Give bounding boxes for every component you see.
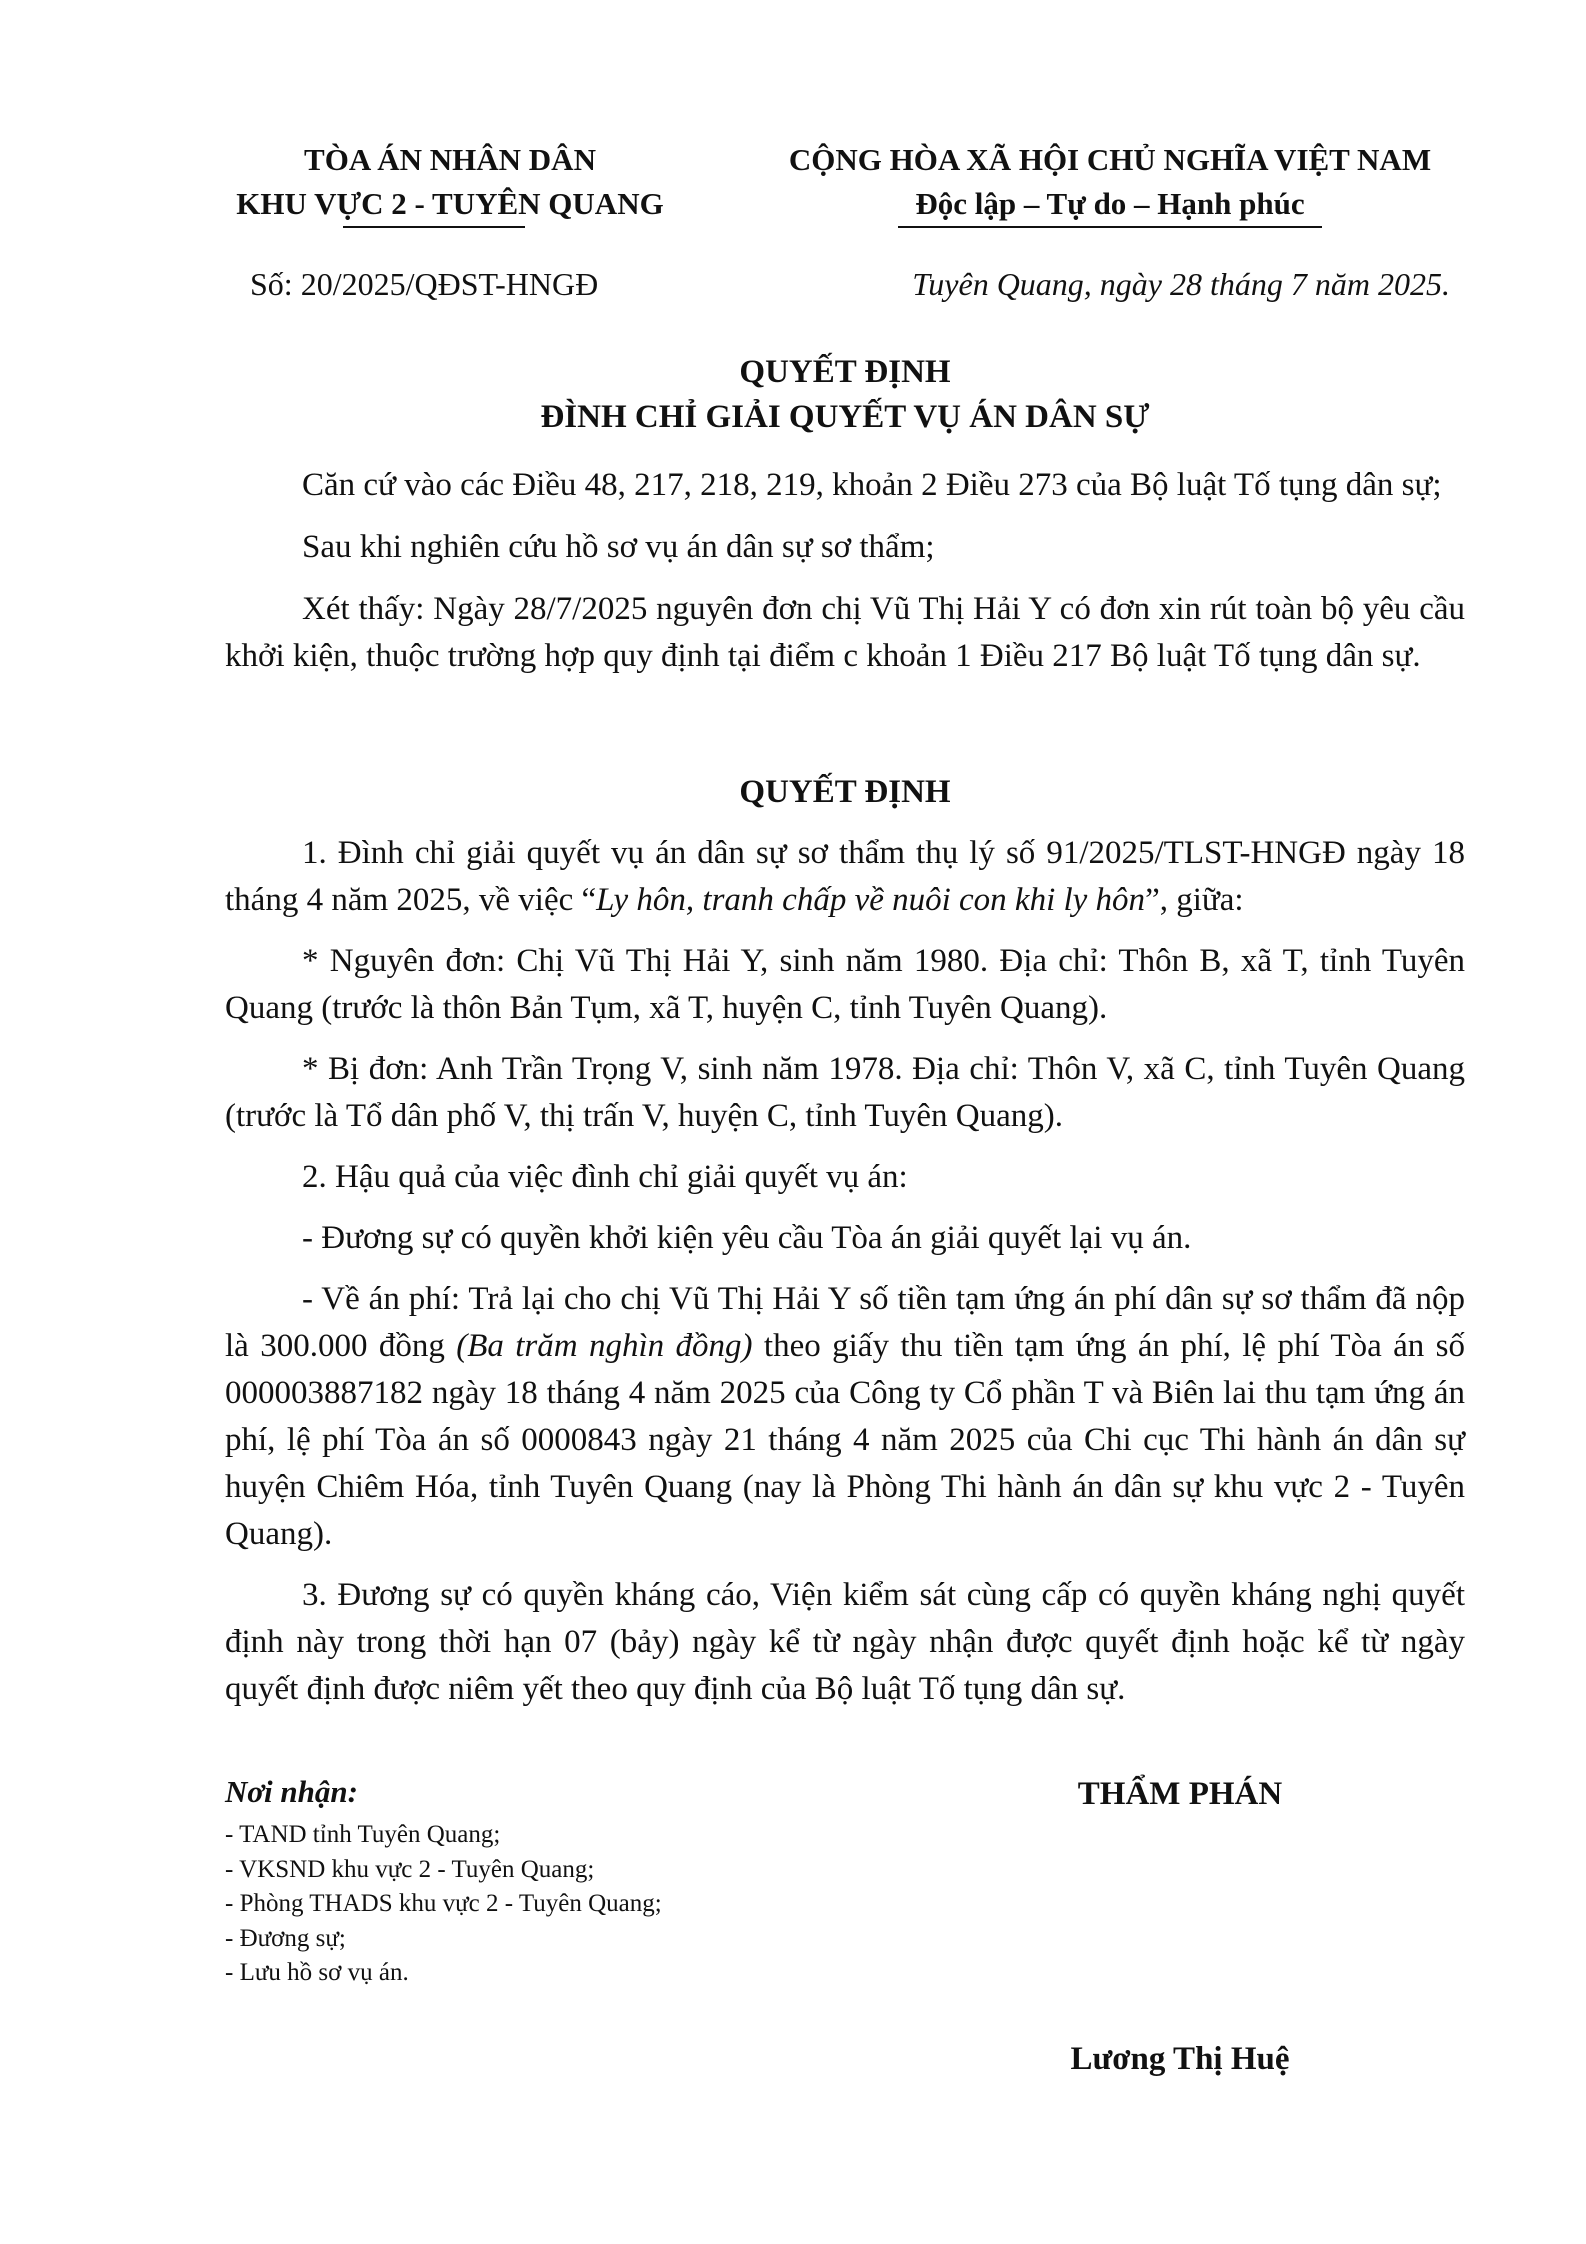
decision-heading: QUYẾT ĐỊNH [739,774,951,810]
list-item: - Phòng THADS khu vực 2 - Tuyên Quang; [225,1890,662,1917]
list-item: - Lưu hồ sơ vụ án. [225,1959,409,1986]
list-item: - TAND tỉnh Tuyên Quang; [225,1821,501,1848]
judge-name: Lương Thị Huệ [1070,2041,1290,2077]
title-line-2: ĐÌNH CHỈ GIẢI QUYẾT VỤ ÁN DÂN SỰ [540,399,1150,435]
defendant: * Bị đơn: Anh Trần Trọng V, sinh năm 1978. Địa chỉ: Thôn V, xã C, tỉnh Tuyên Quang (trước là Tổ dân phố V, thị trấn V, huyện C, tỉnh Tuyên Quang). [225,1051,1465,1134]
recipients-title: Nơi nhận: [225,1774,358,1809]
judge-title: THẨM PHÁN [1077,1776,1283,1812]
case-subject: Ly hôn, tranh chấp về nuôi con khi ly hôn [596,882,1146,918]
recipients-list [225,1818,662,1991]
plaintiff: * Nguyên đơn: Chị Vũ Thị Hải Y, sinh năm 1980. Địa chỉ: Thôn B, xã T, tỉnh Tuyên Quang (trước là thôn Bản Tụm, xã T, huyện C, tỉnh Tuyên Quang). [225,943,1465,1026]
fee-text: - Về án phí: Trả lại cho chị Vũ Thị Hải Y số tiền tạm ứng án phí dân sự sơ thẩm đã nộp là 300.000 đồng [225,1281,1465,1364]
document-number: Số: 20/2025/QĐST-HNGĐ [250,266,599,302]
preamble [225,462,1465,680]
place-date: Tuyên Quang, ngày 28 tháng 7 năm 2025. [912,266,1450,302]
title-line-1: QUYẾT ĐỊNH [739,354,951,390]
court-district: KHU VỰC 2 - TUYÊN QUANG [236,186,664,221]
motto-underline [898,226,1322,228]
national-header [730,138,1490,226]
decision-item-3: 3. Đương sự có quyền kháng cáo, Viện kiểm sát cùng cấp có quyền kháng nghị quyết định này trong thời hạn 07 (bảy) ngày kể từ ngày nhận được quyết định hoặc kể từ ngày quyết định được niêm yết theo quy định của Bộ luật Tố tụng dân sự. [225,1577,1465,1707]
list-item: - Đương sự; [225,1924,346,1952]
decision-item-2b [225,1276,1465,1558]
fee-receipts: theo giấy thu tiền tạm ứng án phí, lệ phí Tòa án số 000003887182 ngày 18 tháng 4 năm 2025 của Công ty Cổ phần T và Biên lai thu tạm ứng án phí, lệ phí Tòa án số 0000843 ngày 21 tháng 4 năm 2025 của Chi cục Thi hành án dân sự huyện Chiêm Hóa, tỉnh Tuyên Quang (nay là Phòng Thi hành án dân sự khu vực 2 - Tuyên Quang). [225,1328,1465,1552]
review-note: Sau khi nghiên cứu hồ sơ vụ án dân sự sơ thẩm; [302,529,935,565]
decision-item-2a: - Đương sự có quyền khởi kiện yêu cầu Tòa án giải quyết lại vụ án. [302,1220,1192,1256]
legal-basis: Căn cứ vào các Điều 48, 217, 218, 219, khoản 2 Điều 273 của Bộ luật Tố tụng dân sự; [302,467,1442,503]
nation-motto: Độc lập – Tự do – Hạnh phúc [915,186,1305,221]
court-header [200,138,700,226]
nation-name: CỘNG HÒA XÃ HỘI CHỦ NGHĨA VIỆT NAM [788,142,1432,177]
decision-item-2: 2. Hậu quả của việc đình chỉ giải quyết vụ án: [302,1159,908,1195]
court-header-underline [343,226,525,228]
decision-item-1 [225,830,1465,924]
court-name: TÒA ÁN NHÂN DÂN [304,142,596,177]
list-item: - VKSND khu vực 2 - Tuyên Quang; [225,1855,595,1883]
finding: Xét thấy: Ngày 28/7/2025 nguyên đơn chị Vũ Thị Hải Y có đơn xin rút toàn bộ yêu cầu khởi kiện, thuộc trường hợp quy định tại điểm c khoản 1 Điều 217 Bộ luật Tố tụng dân sự. [225,591,1465,674]
item1-text: 1. Đình chỉ giải quyết vụ án dân sự sơ thẩm thụ lý số 91/2025/TLST-HNGĐ ngày 18 tháng 4 năm 2025, về việc “ [225,835,1465,918]
document-title [225,350,1465,440]
decision-body [225,830,1465,1713]
fee-in-words: (Ba trăm nghìn đồng) [456,1328,753,1364]
item1-tail: ”, giữa: [1145,882,1244,918]
